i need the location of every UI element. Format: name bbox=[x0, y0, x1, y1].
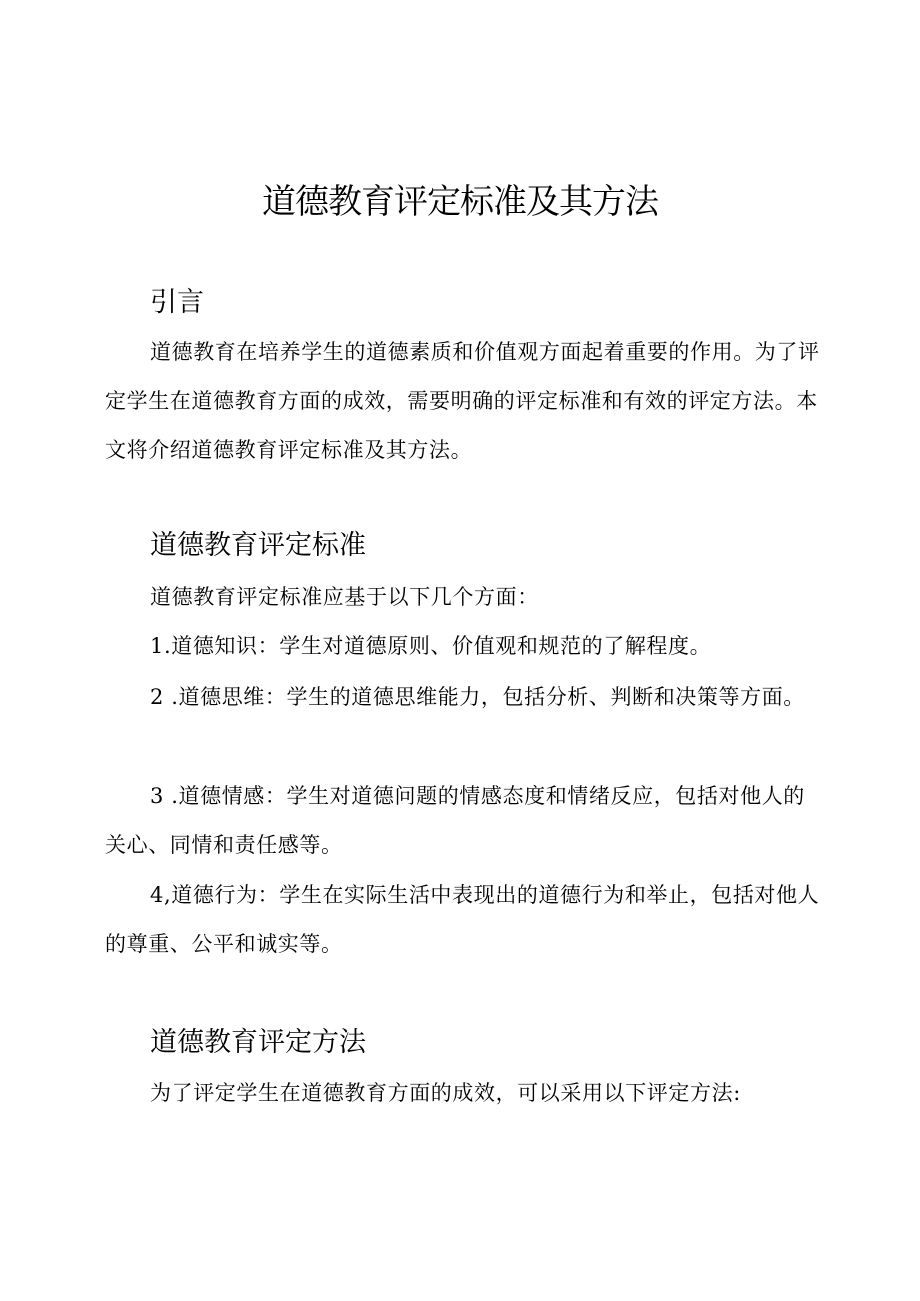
standards-item-1: 1.道德知识：学生对道德原则、价值观和规范的了解程度。 bbox=[150, 634, 712, 658]
methods-lead: 为了评定学生在道德教育方面的成效，可以采用以下评定方法: bbox=[150, 1081, 741, 1105]
intro-paragraph: 道德教育在培养学生的道德素质和价值观方面起着重要的作用。为了评定学生在道德教育方面的成效，需要明确的评定标准和有效的评定方法。本文将介绍道德教育评定标准及其方法。 bbox=[105, 340, 820, 462]
standards-item-3: 3 .道德情感：学生对道德问题的情感态度和情绪反应，包括对他人的关心、同情和责任感等。 bbox=[105, 784, 805, 857]
section-heading-methods: 道德教育评定方法 bbox=[150, 1027, 366, 1058]
section-heading-standards: 道德教育评定标准 bbox=[150, 530, 366, 561]
section-heading-intro: 引言 bbox=[150, 287, 204, 318]
standards-lead: 道德教育评定标准应基于以下几个方面： bbox=[150, 585, 539, 609]
standards-item-2: 2 .道德思维：学生的道德思维能力，包括分析、判断和决策等方面。 bbox=[150, 685, 805, 709]
standards-item-4: 4,道德行为：学生在实际生活中表现出的道德行为和举止，包括对他人的尊重、公平和诚实等。 bbox=[105, 883, 820, 956]
document-title: 道德教育评定标准及其方法 bbox=[262, 182, 658, 222]
